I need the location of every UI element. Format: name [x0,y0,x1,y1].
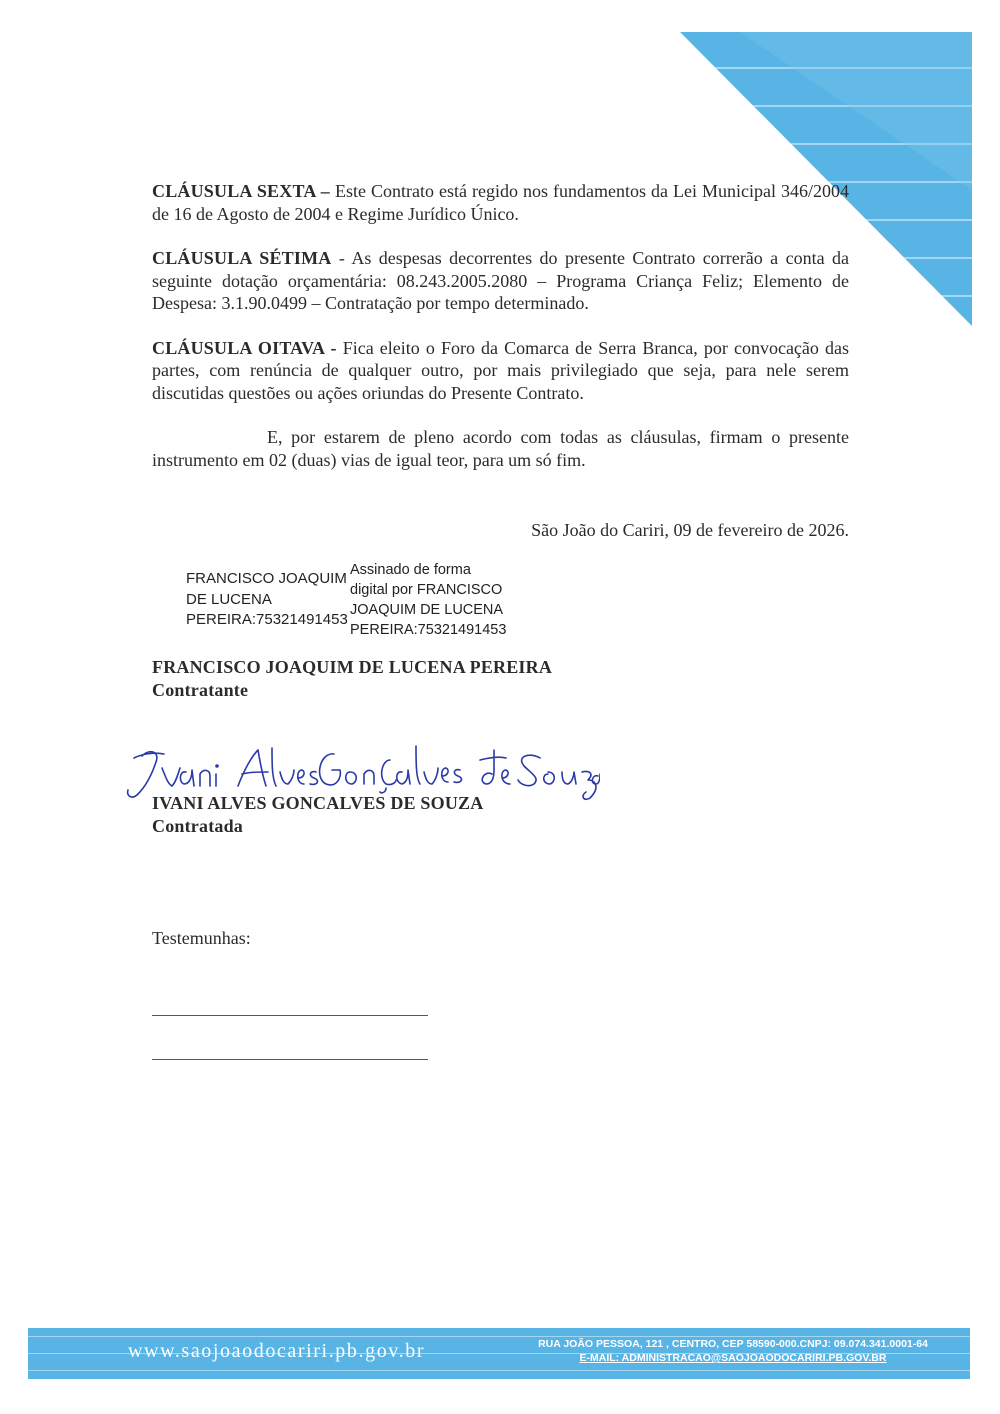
footer-address: RUA JOÃO PESSOA, 121 , CENTRO, CEP 58590-000.CNPJ: 09.074.341.0001-64 [538,1338,928,1350]
clause-text: - As despesas decorrentes do presente Contrato correrão a conta da seguinte dotação orçamentária: 08.243.2005.2080 – Programa Criança Feliz; Elemento de Despesa: 3.1.90.0499 – Contratação por tempo determinado. [152,248,849,313]
digital-signature-note-line: PEREIRA:75321491453 [350,622,507,638]
digital-signature-name-line: PEREIRA:75321491453 [186,611,348,629]
clause-text: Este Contrato está regido nos fundamentos da Lei Municipal 346/2004 de 16 de Agosto de 2004 e Regime Jurídico Único. [152,181,849,224]
footer-stripe [28,1370,970,1371]
clause-heading: CLÁUSULA OITAVA - [152,337,337,358]
handwritten-signature-text [0,0,1,1]
digital-signature-note-line: JOAQUIM DE LUCENA [350,602,504,618]
witness-signature-line [152,1015,428,1016]
clause-heading: CLÁUSULA SEXTA – [152,181,330,201]
footer-bar [28,1328,970,1379]
digital-signature-name-line: DE LUCENA [186,590,272,608]
closing-paragraph: E, por estarem de pleno acordo com todas as cláusulas, firmam o presente instrumento em 02 (duas) vias de igual teor, para um só fim. [152,427,849,470]
clause-sexta [152,180,849,225]
witnesses-label: Testemunhas: [152,928,251,948]
digital-signature-name [186,569,350,631]
clause-text: Fica eleito o Foro da Comarca de Serra Branca, por convocação das partes, com renúncia de qualquer outro, por mais privilegiado que seja, para nele serem discutidas questões ou ações oriundas do Presente Contrato. [152,337,849,403]
contractor-name: FRANCISCO JOAQUIM DE LUCENA PEREIRA [152,657,553,677]
digital-signature-note-line: Assinado de forma [350,562,471,578]
digital-signature-name-line: FRANCISCO JOAQUIM [186,570,347,588]
witness-signature-line [152,1059,428,1060]
footer-contact [518,1337,948,1365]
contracted-name: IVANI ALVES GONCALVES DE SOUZA [152,793,484,813]
footer-website: www.saojoaodocariri.pb.gov.br [128,1340,426,1362]
digital-signature-note-line: digital por FRANCISCO [350,582,503,598]
place-date: São João do Cariri, 09 de fevereiro de 2026. [531,520,849,540]
clause-setima [152,247,849,315]
clause-heading: CLÁUSULA SÉTIMA [152,248,332,268]
contractor-role: Contratante [152,680,249,700]
footer-email: E-MAIL: ADMINISTRACAO@SAOJOAODOCARIRI.PB.GOV.BR [579,1352,887,1364]
digital-signature [186,560,506,640]
contracted-role: Contratada [152,816,243,836]
digital-signature-note [350,560,506,640]
clause-oitava [152,337,849,405]
contract-body [152,180,849,471]
contractor-signature-block [152,656,552,702]
contracted-signature-block [152,792,483,838]
